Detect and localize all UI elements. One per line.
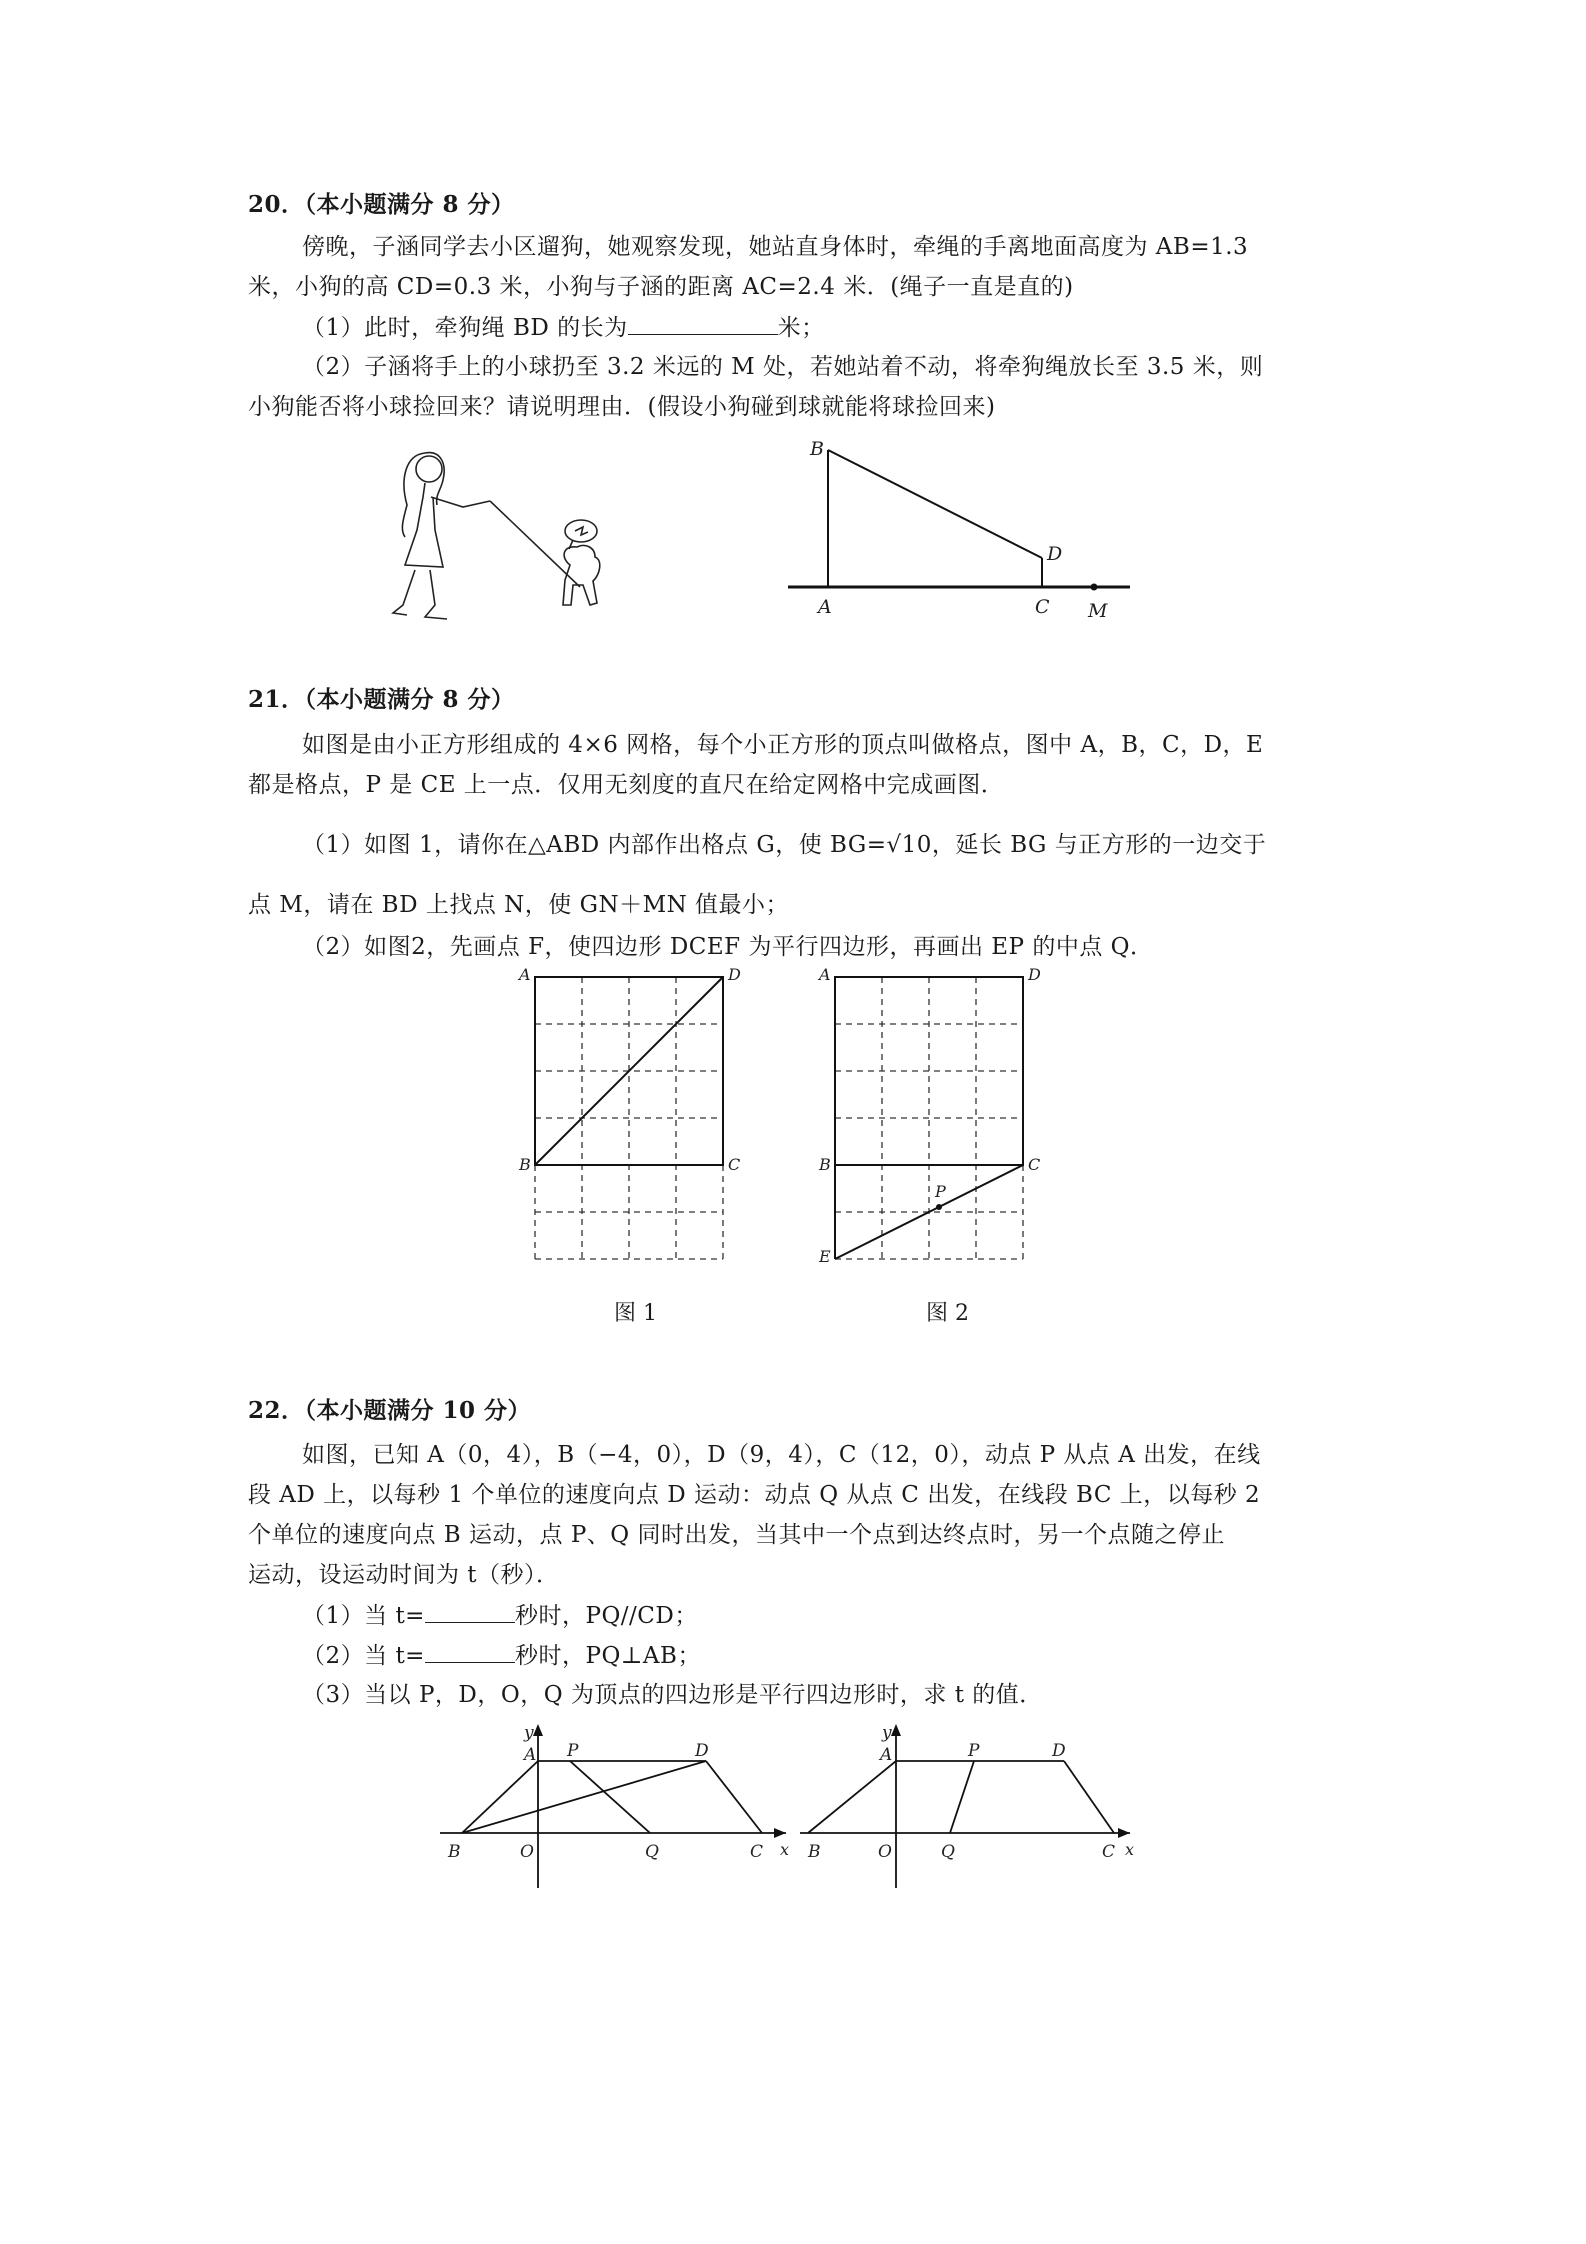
q22-part1-pre: （1）当 t= [302,1603,425,1629]
q20-part1 [302,312,825,343]
q20-part2-line2: 小狗能否将小球捡回来？请说明理由．(假设小狗碰到球就能将球捡回来) [248,394,996,420]
label-x: x [780,1840,790,1859]
label-A: A [524,1745,537,1765]
answer-blank [425,1600,515,1623]
label-y: y [524,1723,534,1743]
q22-part2 [302,1640,701,1671]
label-C: C [1102,1842,1116,1862]
q21-part1-line1: （1）如图 1，请你在△ABD 内部作出格点 G，使 BG=√10，延长 BG 与正方形的一边交于 [302,832,1267,858]
label-C: C [1028,1155,1041,1174]
q21-heading: 21．（本小题满分 8 分） [248,686,515,713]
label-A: A [818,596,832,618]
label-D: D [695,1741,709,1761]
label-y: y [882,1723,892,1743]
q21-figure-1 [519,965,760,1280]
label-M: M [1088,600,1108,622]
label-P: P [567,1741,579,1761]
girl-dog-illustration [385,435,645,625]
label-B: B [448,1842,461,1862]
figure-2-caption: 图 2 [926,1301,969,1326]
q22-figure-left [440,1720,810,1895]
label-C: C [728,1155,741,1174]
label-A: A [819,965,831,984]
q20-part1-pre: （1）此时，牵狗绳 BD 的长为 [302,315,628,341]
label-A: A [880,1745,893,1765]
label-D: D [1052,1741,1066,1761]
label-O: O [520,1842,534,1862]
q21-figure-2 [819,965,1060,1280]
label-P: P [968,1741,980,1761]
label-x: x [1125,1840,1135,1859]
q20-heading: 20．（本小题满分 8 分） [248,191,515,218]
q22-part1 [302,1600,698,1631]
label-C: C [1035,596,1050,618]
q21-part1-line2: 点 M，请在 BD 上找点 N，使 GN＋MN 值最小； [248,892,790,918]
q22-part2-post: 秒时，PQ⊥AB； [514,1643,701,1669]
point-P [936,1204,942,1210]
q21-line2: 都是格点，P 是 CE 上一点．仅用无刻度的直尺在给定网格中完成画图． [248,772,1005,798]
label-D: D [1047,543,1063,565]
q22-part3: （3）当以 P，D，O，Q 为顶点的四边形是平行四边形时，求 t 的值． [302,1682,1043,1708]
label-B: B [819,1155,831,1174]
q21-line1: 如图是由小正方形组成的 4×6 网格，每个小正方形的顶点叫做格点，图中 A，B，C，D，E [302,732,1264,758]
q20-part2-line1: （2）子涵将手上的小球扔至 3.2 米远的 M 处，若她站着不动，将牵狗绳放长至 3.5 米，则 [302,354,1264,380]
label-D: D [1028,965,1041,984]
label-B: B [808,1842,821,1862]
q22-line2: 段 AD 上，以每秒 1 个单位的速度向点 D 运动：动点 Q 从点 C 出发，在线段 BC 上，以每秒 2 [248,1482,1261,1508]
point-M [1091,584,1098,591]
q20-part1-post: 米； [777,315,825,341]
q20-line1: 傍晚，子涵同学去小区遛狗，她观察发现，她站直身体时，牵绳的手离地面高度为 AB=1.3 [302,234,1249,260]
label-D: D [728,965,741,984]
q22-part1-post: 秒时，PQ//CD； [514,1603,698,1629]
q20-line2: 米，小狗的高 CD=0.3 米，小狗与子涵的距离 AC=2.4 米．(绳子一直是直的) [248,274,1074,300]
q22-line1: 如图，已知 A（0，4），B（−4，0），D（9，4），C（12，0），动点 P 从点 A 出发，在线 [302,1442,1261,1468]
answer-blank [628,312,778,335]
label-B: B [810,438,824,460]
q22-part2-pre: （2）当 t= [302,1643,425,1669]
q20-geometry-figure [780,440,1140,640]
segment-BD [828,450,1042,558]
label-C: C [750,1842,764,1862]
label-A: A [519,965,531,984]
q22-line3: 个单位的速度向点 B 运动，点 P、Q 同时出发，当其中一个点到达终点时，另一个点随之停止 [248,1522,1225,1548]
label-Q: Q [645,1842,659,1862]
q21-part2: （2）如图2，先画点 F，使四边形 DCEF 为平行四边形，再画出 EP 的中点 Q． [302,934,1154,960]
label-E: E [819,1247,831,1266]
label-B: B [519,1155,531,1174]
label-P: P [935,1182,946,1201]
label-O: O [878,1842,892,1862]
label-Q: Q [941,1842,955,1862]
figure-1-caption: 图 1 [614,1301,657,1326]
answer-blank [425,1640,515,1663]
q22-heading: 22．（本小题满分 10 分） [248,1397,532,1424]
q22-figure-right [800,1720,1155,1895]
q22-line4: 运动，设运动时间为 t（秒）． [248,1562,560,1588]
